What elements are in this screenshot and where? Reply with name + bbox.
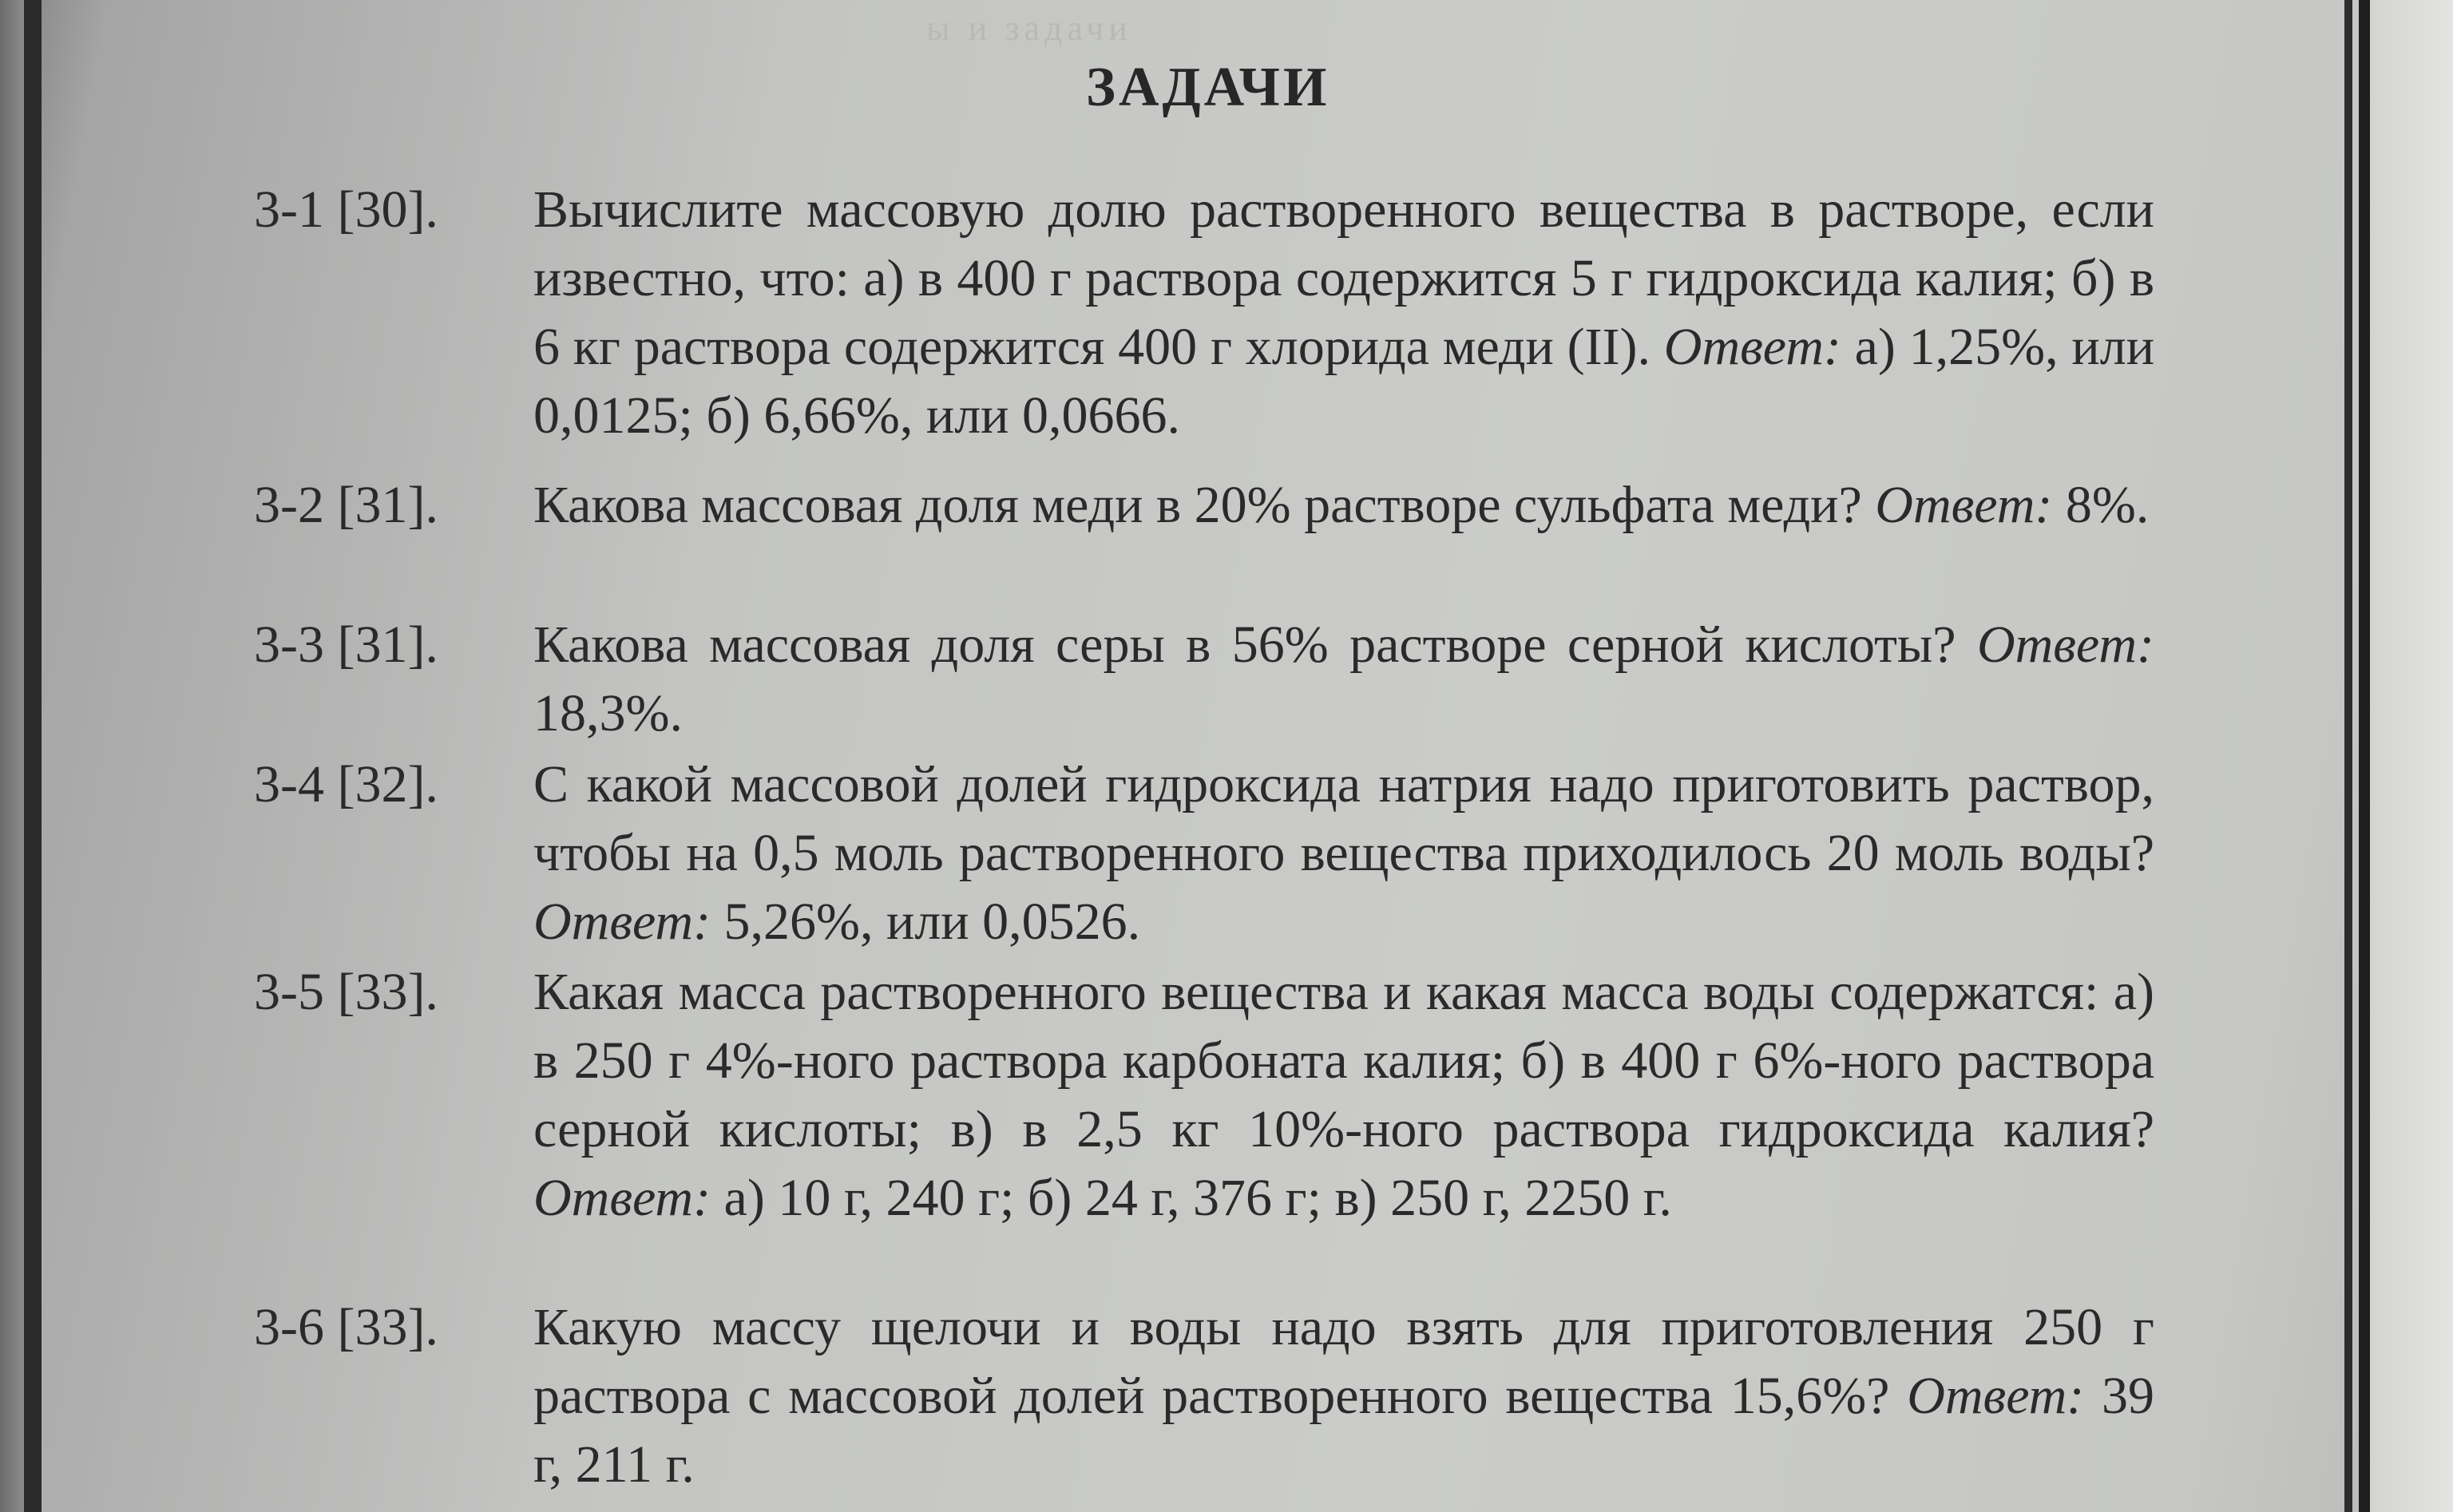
page-left-border [24,0,42,1512]
answer-label: Ответ: [1875,476,2053,534]
answer-value: 5,26%, или 0,0526. [723,893,1141,951]
problem-text [533,611,2154,748]
problem-number: 3-2 [31]. [254,476,438,534]
answer-label: Ответ: [533,893,711,951]
answer-label: Ответ: [1976,615,2154,674]
problem-number: 3-3 [31]. [254,615,438,674]
problem-number: 3-4 [32]. [254,755,438,813]
page-edge-shadow [0,0,24,1512]
answer-value: 8%. [2065,476,2150,534]
problem-text [533,471,2154,540]
answer-label: Ответ: [1663,318,1841,376]
problem-statement: Какая масса растворенного вещества и какая масса воды содержатся: а) в 250 г 4%-ного раствора карбоната калия; б) в 400 г 6%-ного раствора серной кислоты; в) в 2,5 кг 10%-ного раствора гидроксида калия? [533,963,2154,1158]
problem-text [533,958,2154,1233]
problem-statement: Какова массовая доля меди в 20% растворе сульфата меди? [533,476,1862,534]
answer-value: 39 г, 211 г. [533,1367,2155,1494]
answer-value: а) 1,25%, или 0,0125; б) 6,66%, или 0,0666. [533,318,2155,445]
answer-label: Ответ: [1907,1367,2085,1425]
page-right-border-outer [2359,0,2370,1512]
problem-statement: Какую массу щелочи и воды надо взять для приготовления 250 г раствора с массовой долей растворенного вещества 15,6%? [533,1298,2154,1425]
answer-label: Ответ: [533,1169,711,1227]
problem-text [533,176,2154,450]
answer-value: а) 10 г, 240 г; б) 24 г, 376 г; в) 250 г, 2250 г. [723,1169,1672,1227]
problem-number: 3-6 [33]. [254,1298,438,1356]
problem-text [533,1293,2154,1499]
problem-statement: Какова массовая доля серы в 56% растворе серной кислоты? [533,615,1956,674]
answer-value: 18,3%. [533,684,683,742]
problem-number: 3-5 [33]. [254,963,438,1021]
page-right-border-inner [2344,0,2352,1512]
next-page-edge [2370,0,2453,1512]
bleed-through-text: ы и задачи [926,9,1132,48]
problem-text [533,750,2154,956]
section-title: ЗАДАЧИ [1086,57,1330,118]
problem-statement: Вычислите массовую долю растворенного вещества в растворе, если известно, что: а) в 400 г раствора содержится 5 г гидроксида калия; б) в 6 кг раствора содержится 400 г хлорида меди (II). [533,180,2154,376]
problem-number: 3-1 [30]. [254,180,438,239]
problem-statement: С какой массовой долей гидроксида натрия надо приготовить раствор, чтобы на 0,5 моль растворенного вещества приходилось 20 моль воды? [533,755,2154,882]
